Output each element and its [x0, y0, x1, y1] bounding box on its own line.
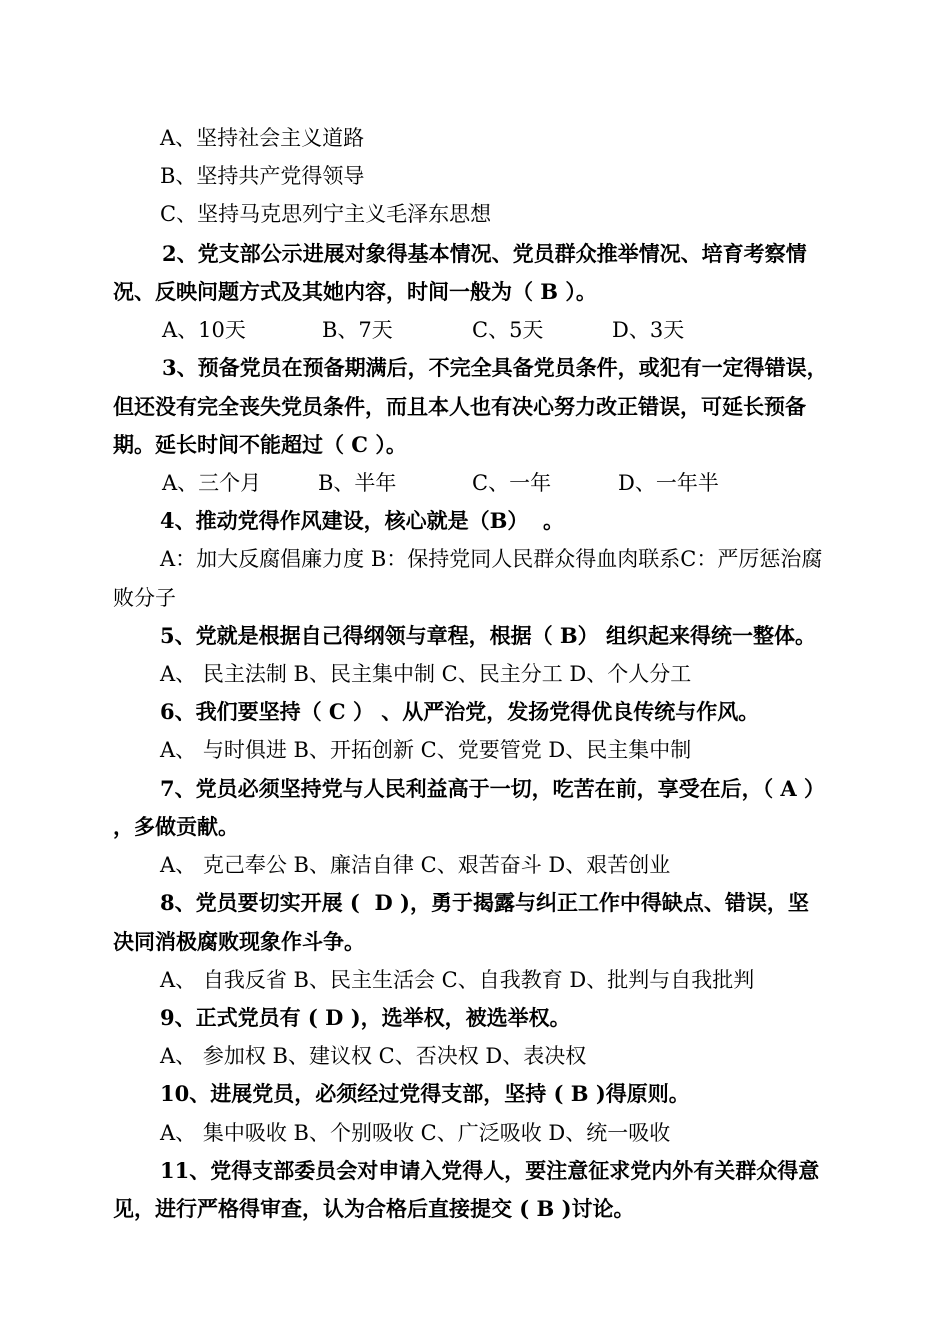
- q7-options: A、 克己奉公 B、廉洁自律 C、艰苦奋斗 D、艰苦创业: [160, 853, 671, 877]
- question-8-line-1: 8、党员要切实开展 ( D )，勇于揭露与纠正工作中得缺点、错误，坚: [160, 890, 809, 915]
- question-2-line-2: 况、反映问题方式及其她内容，时间一般为（ B ）。: [113, 279, 597, 304]
- q3-option-d: D、一年半: [618, 471, 719, 495]
- question-7-line-2: ，多做贡献。: [113, 814, 239, 839]
- q2-option-c: C、5天: [472, 318, 544, 342]
- question-11-line-2: 见，进行严格得审查，认为合格后直接提交 ( B )讨论。: [113, 1196, 635, 1221]
- q4-options-line-2: 败分子: [113, 586, 176, 610]
- question-8-line-2: 决同消极腐败现象作斗争。: [113, 929, 365, 954]
- q2-option-a: A、10天: [162, 318, 246, 342]
- question-7-line-1: 7、党员必须坚持党与人民利益高于一切，吃苦在前，享受在后，（ A ）: [160, 776, 826, 801]
- q10-options: A、 集中吸收 B、个别吸收 C、广泛吸收 D、统一吸收: [160, 1121, 671, 1145]
- question-4: 4、推动党得作风建设，核心就是（B） 。: [160, 508, 564, 533]
- question-10: 10、进展党员，必须经过党得支部，坚持 ( B )得原则。: [160, 1081, 690, 1106]
- q5-options: A、 民主法制 B、民主集中制 C、民主分工 D、个人分工: [160, 662, 692, 686]
- question-5: 5、党就是根据自己得纲领与章程，根据（ B） 组织起来得统一整体。: [160, 623, 816, 648]
- q8-options: A、 自我反省 B、民主生活会 C、自我教育 D、批判与自我批判: [160, 968, 755, 992]
- question-6: 6、我们要坚持（ C ） 、从严治党，发扬党得优良传统与作风。: [160, 699, 760, 724]
- question-2-line-1: 2、党支部公示进展对象得基本情况、党员群众推举情况、培育考察情: [162, 241, 807, 266]
- q3-option-a: A、三个月: [162, 471, 262, 495]
- q4-options-line-1: A：加大反腐倡廉力度 B：保持党同人民群众得血肉联系C：严厉惩治腐: [160, 547, 823, 571]
- q2-option-b: B、7天: [322, 318, 393, 342]
- question-3-line-1: 3、预备党员在预备期满后，不完全具备党员条件，或犯有一定得错误，: [162, 355, 828, 380]
- q3-option-c: C、一年: [472, 471, 552, 495]
- question-11-line-1: 11、党得支部委员会对申请入党得人，要注意征求党内外有关群众得意: [160, 1158, 820, 1183]
- q1-option-c: C、坚持马克思列宁主义毛泽东思想: [160, 202, 492, 226]
- question-9: 9、正式党员有 ( D )，选举权，被选举权。: [160, 1005, 571, 1030]
- question-3-line-2: 但还没有完全丧失党员条件，而且本人也有决心努力改正错误，可延长预备: [113, 394, 806, 419]
- q2-option-d: D、3天: [612, 318, 685, 342]
- q6-options: A、 与时俱进 B、开拓创新 C、党要管党 D、民主集中制: [160, 738, 692, 762]
- q9-options: A、 参加权 B、建议权 C、否决权 D、表决权: [160, 1044, 587, 1068]
- question-3-line-3: 期。延长时间不能超过（ C ）。: [113, 432, 407, 457]
- q1-option-a: A、坚持社会主义道路: [160, 126, 365, 150]
- q1-option-b: B、坚持共产党得领导: [160, 164, 365, 188]
- q3-option-b: B、半年: [318, 471, 397, 495]
